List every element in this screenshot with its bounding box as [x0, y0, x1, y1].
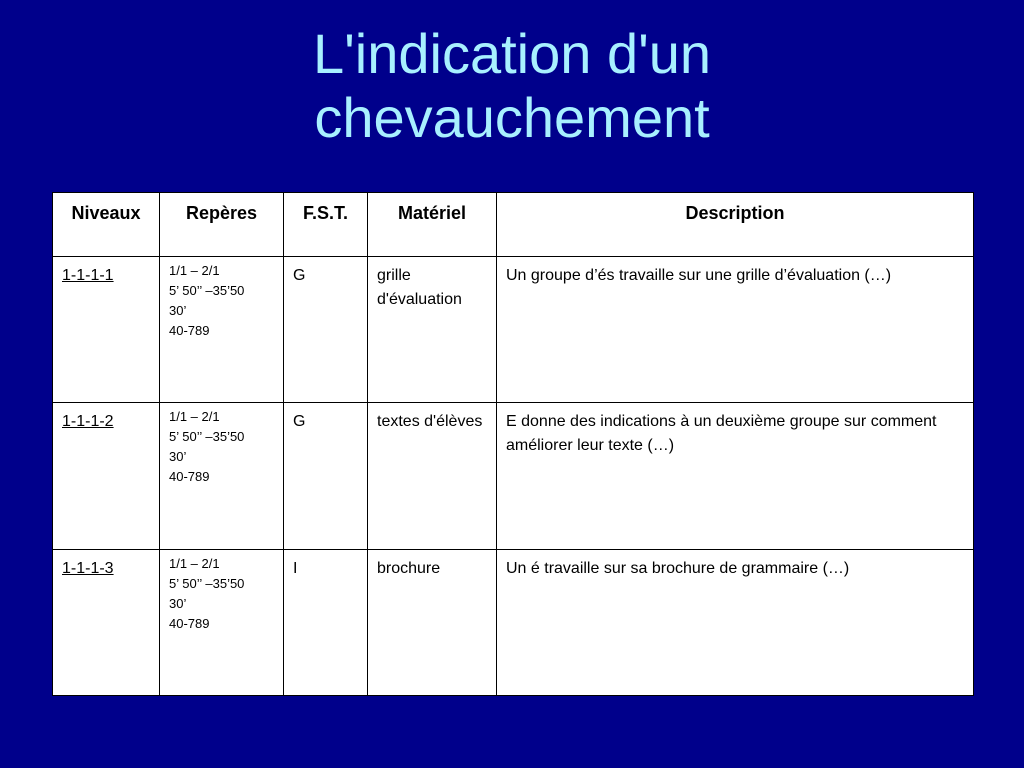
fst-value: I — [293, 559, 298, 577]
title-line-2: chevauchement — [314, 86, 710, 149]
cell-materiel — [368, 549, 497, 695]
chevauchement-table — [52, 192, 974, 696]
cell-description — [497, 549, 974, 695]
cell-materiel — [368, 257, 497, 403]
cell-fst — [284, 257, 368, 403]
repere-line: 5’ 50’’ –35’50 — [169, 429, 245, 445]
header-niveaux: Niveaux — [53, 193, 160, 257]
materiel-value: textes d'élèves — [377, 413, 483, 431]
repere-line: 40-789 — [169, 323, 210, 338]
cell-description — [497, 257, 974, 403]
cell-niveau — [53, 257, 160, 403]
repere-line: 30’ — [169, 449, 187, 465]
fst-value: G — [293, 267, 306, 284]
header-description: Description — [497, 193, 974, 257]
cell-fst — [284, 403, 368, 549]
fst-value: G — [293, 413, 306, 431]
cell-reperes — [160, 403, 284, 549]
repere-line: 5’ 50’’ –35’50 — [169, 283, 245, 298]
table-row — [53, 549, 974, 695]
materiel-value: grille d'évaluation — [377, 267, 462, 308]
repere-line: 1/1 – 2/1 — [169, 409, 220, 425]
cell-description — [497, 403, 974, 549]
table-container — [52, 192, 973, 696]
description-value: E donne des indications à un deuxième groupe sur comment améliorer leur texte (…) — [506, 413, 937, 455]
cell-materiel — [368, 403, 497, 549]
repere-line: 30’ — [169, 303, 187, 318]
repere-line: 1/1 – 2/1 — [169, 263, 220, 278]
header-row — [53, 193, 974, 257]
slide-title — [0, 22, 1024, 150]
header-fst: F.S.T. — [284, 193, 368, 257]
header-materiel: Matériel — [368, 193, 497, 257]
cell-reperes — [160, 549, 284, 695]
repere-line: 1/1 – 2/1 — [169, 555, 220, 571]
materiel-value: brochure — [377, 559, 441, 577]
table-row — [53, 257, 974, 403]
cell-niveau — [53, 549, 160, 695]
header-reperes: Repères — [160, 193, 284, 257]
niveau-link[interactable]: 1-1-1-3 — [62, 559, 114, 577]
description-value: Un é travaille sur sa brochure de grammaire (…) — [506, 559, 850, 577]
repere-line: 30’ — [169, 595, 187, 611]
repere-line: 5’ 50’’ –35’50 — [169, 575, 245, 591]
cell-niveau — [53, 403, 160, 549]
repere-line: 40-789 — [169, 469, 210, 485]
table-row — [53, 403, 974, 549]
repere-line: 40-789 — [169, 615, 210, 631]
description-value: Un groupe d’és travaille sur une grille d’évaluation (…) — [506, 267, 892, 284]
title-line-1: L'indication d'un — [312, 22, 712, 85]
cell-fst — [284, 549, 368, 695]
cell-reperes — [160, 257, 284, 403]
niveau-link[interactable]: 1-1-1-2 — [62, 413, 114, 431]
niveau-link[interactable]: 1-1-1-1 — [62, 267, 114, 284]
